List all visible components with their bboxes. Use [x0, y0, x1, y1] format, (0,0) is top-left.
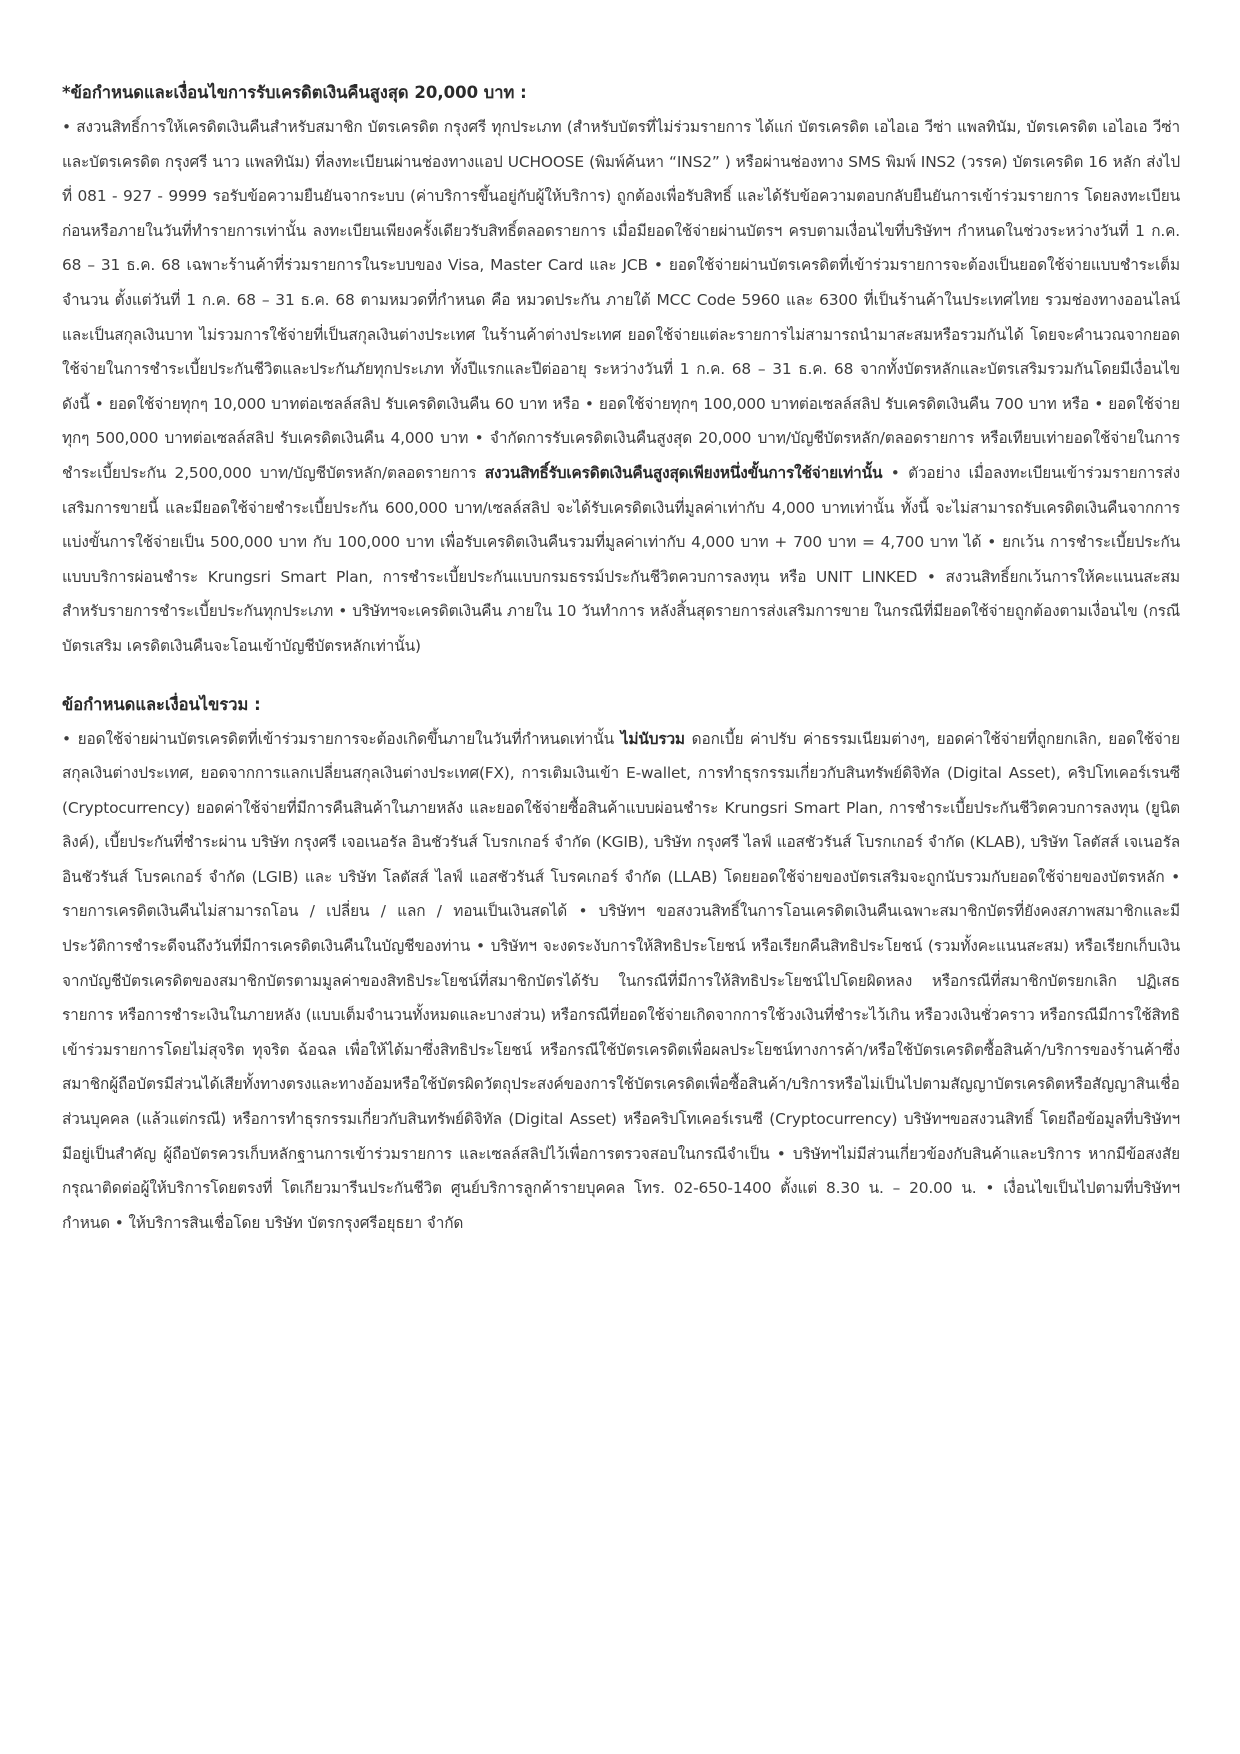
- general-terms-heading: ข้อกำหนดและเงื่อนไขรวม :: [62, 694, 261, 714]
- general-terms-section: [62, 688, 1180, 1241]
- terms-document: [62, 76, 1180, 1240]
- general-terms-body: [62, 722, 1180, 1241]
- cashback-terms-heading: *ข้อกำหนดและเงื่อนไขการรับเครดิตเงินคืนสูงสุด 20,000 บาท :: [62, 83, 527, 102]
- cashback-terms-text-tail: • ตัวอย่าง เมื่อลงทะเบียนเข้าร่วมรายการส่งเสริมการขายนี้ และมียอดใช้จ่ายชำระเบี้ยประกัน 600,000 บาท/เซลล์สลิป จะได้รับเครดิตเงินที่มูลค่าเท่ากับ 4,000 บาทเท่านั้น ทั้งนี้ จะไม่สามารถรับเครดิตเงินคืนจากการแบ่งขั้นการใช้จ่ายเป็น 500,000 บาท กับ 100,000 บาท เพื่อรับเครดิตเงินคืนรวมที่มูลค่าเท่ากับ 4,000 บาท + 700 บาท = 4,700 บาท ได้ • ยกเว้น การชำระเบี้ยประกันแบบบริการผ่อนชำระ Krungsri Smart Plan, การชำระเบี้ยประกันแบบกรมธรรม์ประกันชีวิตควบการลงทุน หรือ UNIT LINKED • สงวนสิทธิ์ยกเว้นการให้คะแนนสะสม สำหรับรายการชำระเบี้ยประกันทุกประเภท • บริษัทฯจะเครดิตเงินคืน ภายใน 10 วันทำการ หลังสิ้นสุดรายการส่งเสริมการขาย ในกรณีที่มียอดใช้จ่ายถูกต้องตามเงื่อนไข (กรณีบัตรเสริม เครดิตเงินคืนจะโอนเข้าบัญชีบัตรหลักเท่านั้น): [62, 463, 1180, 655]
- general-terms-text-tail: ดอกเบี้ย ค่าปรับ ค่าธรรมเนียมต่างๆ, ยอดค่าใช้จ่ายที่ถูกยกเลิก, ยอดใช้จ่ายสกุลเงินต่างประเทศ, ยอดจากการแลกเปลี่ยนสกุลเงินต่างประเทศ(FX), การเติมเงินเข้า E-wallet, การทำธุรกรรมเกี่ยวกับสินทรัพย์ดิจิทัล (Digital Asset), คริปโทเคอร์เรนซี (Cryptocurrency) ยอดค่าใช้จ่ายที่มีการคืนสินค้าในภายหลัง และยอดใช้จ่ายซื้อสินค้าแบบผ่อนชำระ Krungsri Smart Plan, การชำระเบี้ยประกันชีวิตควบการลงทุน (ยูนิต ลิงค์), เบี้ยประกันที่ชำระผ่าน บริษัท กรุงศรี เจอเนอรัล อินชัวรันส์ โบรกเกอร์ จำกัด (KGIB), บริษัท กรุงศรี ไลฟ์ แอสชัวรันส์ โบรกเกอร์ จำกัด (KLAB), บริษัท โลตัสส์ เจเนอรัล อินชัวรันส์ โบรคเกอร์ จำกัด (LGIB) และ บริษัท โลตัสส์ ไลฟ์ แอสชัวรันส์ โบรคเกอร์ จำกัด (LLAB) โดยยอดใช้จ่ายของบัตรเสริมจะถูกนับรวมกับยอดใช้จ่ายของบัตรหลัก • รายการเครดิตเงินคืนไม่สามารถโอน / เปลี่ยน / แลก / ทอนเป็นเงินสดได้ • บริษัทฯ ขอสงวนสิทธิ์ในการโอนเครดิตเงินคืนเฉพาะสมาชิกบัตรที่ยังคงสภาพสมาชิกและมีประวัติการชำระดีจนถึงวันที่มีการเครดิตเงินคืนในบัญชีของท่าน • บริษัทฯ จะงดระงับการให้สิทธิประโยชน์ หรือเรียกคืนสิทธิประโยชน์ (รวมทั้งคะแนนสะสม) หรือเรียกเก็บเงินจากบัญชีบัตรเครดิตของสมาชิกบัตรตามมูลค่าของสิทธิประโยชน์ที่สมาชิกบัตรได้รับ ในกรณีที่มีการให้สิทธิประโยชน์ไปโดยผิดหลง หรือกรณีที่สมาชิกบัตรยกเลิก ปฏิเสธรายการ หรือการชำระเงินในภายหลัง (แบบเต็มจำนวนทั้งหมดและบางส่วน) หรือกรณีที่ยอดใช้จ่ายเกิดจากการใช้วงเงินที่ชำระไว้เกิน หรือวงเงินชั่วคราว หรือกรณีมีการใช้สิทธิเข้าร่วมรายการโดยไม่สุจริต ทุจริต ฉ้อฉล เพื่อให้ได้มาซึ่งสิทธิประโยชน์ หรือกรณีใช้บัตรเครดิตเพื่อผลประโยชน์ทางการค้า/หรือใช้บัตรเครดิตซื้อสินค้า/บริการของร้านค้าซึ่งสมาชิกผู้ถือบัตรมีส่วนได้เสียทั้งทางตรงและทางอ้อมหรือใช้บัตรผิดวัตถุประสงค์ของการใช้บัตรเครดิตเพื่อซื้อสินค้า/บริการหรือไม่เป็นไปตามสัญญาบัตรเครดิตหรือสัญญาสินเชื่อส่วนบุคคล (แล้วแต่กรณี) หรือการทำธุรกรรมเกี่ยวกับสินทรัพย์ดิจิทัล (Digital Asset) หรือคริปโทเคอร์เรนซี (Cryptocurrency) บริษัทฯขอสงวนสิทธิ์ โดยถือข้อมูลที่บริษัทฯ มีอยู่เป็นสำคัญ ผู้ถือบัตรควรเก็บหลักฐานการเข้าร่วมรายการ และเซลล์สลิปไว้เพื่อการตรวจสอบในกรณีจำเป็น • บริษัทฯไม่มีส่วนเกี่ยวข้องกับสินค้าและบริการ หากมีข้อสงสัยกรุณาติดต่อผู้ให้บริการโดยตรงที่ โตเกียวมารีนประกันชีวิต ศูนย์บริการลูกค้ารายบุคคล โทร. 02-650-1400 ตั้งแต่ 8.30 น. – 20.00 น. • เงื่อนไขเป็นไปตามที่บริษัทฯ กำหนด • ให้บริการสินเชื่อโดย บริษัท บัตรกรุงศรีอยุธยา จำกัด: [62, 729, 1180, 1232]
- general-terms-text: • ยอดใช้จ่ายผ่านบัตรเครดิตที่เข้าร่วมรายการจะต้องเกิดขึ้นภายในวันที่กำหนดเท่านั้น: [62, 729, 621, 748]
- cashback-terms-text: • สงวนสิทธิ์การให้เครดิตเงินคืนสำหรับสมาชิก บัตรเครดิต กรุงศรี ทุกประเภท (สำหรับบัตรที่ไม่ร่วมรายการ ได้แก่ บัตรเครดิต เอไอเอ วีซ่า แพลทินัม, บัตรเครดิต เอไอเอ วีซ่า และบัตรเครดิต กรุงศรี นาว แพลทินัม) ที่ลงทะเบียนผ่านช่องทางแอป UCHOOSE (พิมพ์ค้นหา “INS2” ) หรือผ่านช่องทาง SMS พิมพ์ INS2 (วรรค) บัตรเครดิต 16 หลัก ส่งไปที่ 081 - 927 - 9999 รอรับข้อความยืนยันจากระบบ (ค่าบริการขึ้นอยู่กับผู้ให้บริการ) ถูกต้องเพื่อรับสิทธิ์ และได้รับข้อความตอบกลับยืนยันการเข้าร่วมรายการ โดยลงทะเบียนก่อนหรือภายในวันที่ทำรายการเท่านั้น ลงทะเบียนเพียงครั้งเดียวรับสิทธิ์ตลอดรายการ เมื่อมียอดใช้จ่ายผ่านบัตรฯ ครบตามเงื่อนไขที่บริษัทฯ กำหนดในช่วงระหว่างวันที่ 1 ก.ค. 68 – 31 ธ.ค. 68 เฉพาะร้านค้าที่ร่วมรายการในระบบของ Visa, Master Card และ JCB • ยอดใช้จ่ายผ่านบัตรเครดิตที่เข้าร่วมรายการจะต้องเป็นยอดใช้จ่ายแบบชำระเต็มจำนวน ตั้งแต่วันที่ 1 ก.ค. 68 – 31 ธ.ค. 68 ตามหมวดที่กำหนด คือ หมวดประกัน ภายใต้ MCC Code 5960 และ 6300 ที่เป็นร้านค้าในประเทศไทย รวมช่องทางออนไลน์และเป็นสกุลเงินบาท ไม่รวมการใช้จ่ายที่เป็นสกุลเงินต่างประเทศ ในร้านค้าต่างประเทศ ยอดใช้จ่ายแต่ละรายการไม่สามารถนำมาสะสมหรือรวมกันได้ โดยจะคำนวณจากยอดใช้จ่ายในการชำระเบี้ยประกันชีวิตและประกันภัยทุกประเภท ทั้งปีแรกและปีต่ออายุ ระหว่างวันที่ 1 ก.ค. 68 – 31 ธ.ค. 68 จากทั้งบัตรหลักและบัตรเสริมรวมกันโดยมีเงื่อนไขดังนี้ • ยอดใช้จ่ายทุกๆ 10,000 บาทต่อเซลล์สลิป รับเครดิตเงินคืน 60 บาท หรือ • ยอดใช้จ่ายทุกๆ 100,000 บาทต่อเซลล์สลิป รับเครดิตเงินคืน 700 บาท หรือ • ยอดใช้จ่ายทุกๆ 500,000 บาทต่อเซลล์สลิป รับเครดิตเงินคืน 4,000 บาท • จำกัดการรับเครดิตเงินคืนสูงสุด 20,000 บาท/บัญชีบัตรหลัก/ตลอดรายการ หรือเทียบเท่ายอดใช้จ่ายในการชำระเบี้ยประกัน 2,500,000 บาท/บัญชีบัตรหลัก/ตลอดรายการ: [62, 118, 1180, 482]
- cashback-terms-body: [62, 110, 1180, 664]
- general-terms-bold-note: ไม่นับรวม: [620, 729, 685, 748]
- cashback-terms-bold-note: สงวนสิทธิ์รับเครดิตเงินคืนสูงสุดเพียงหนึ่งขั้นการใช้จ่ายเท่านั้น: [484, 463, 883, 482]
